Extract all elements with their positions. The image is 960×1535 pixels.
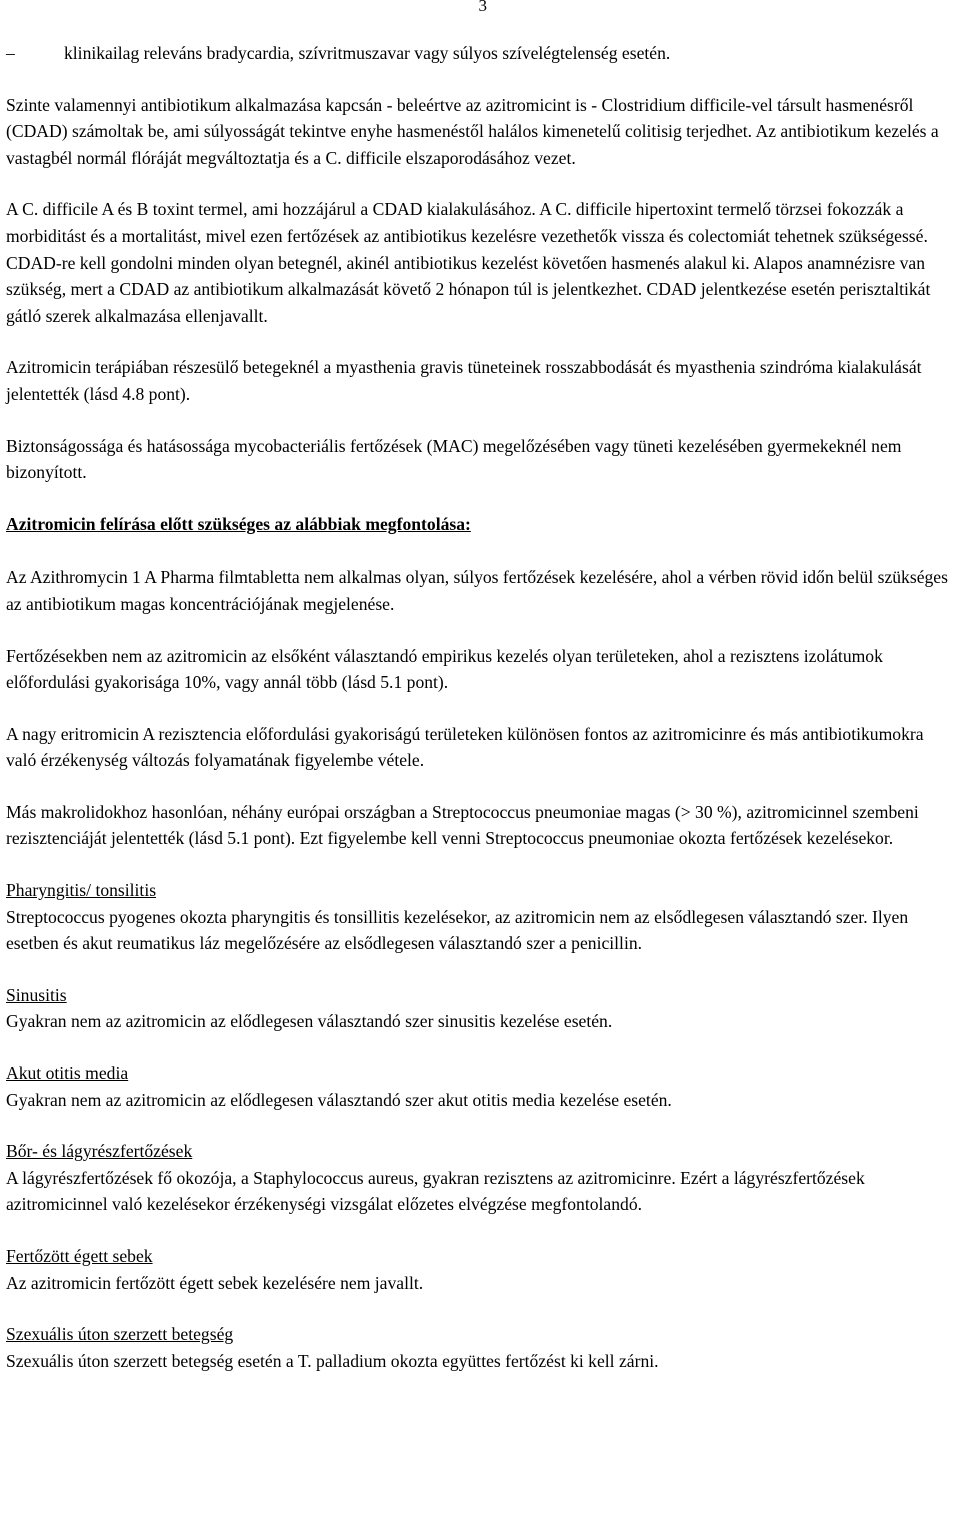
paragraph-erythromycin-resistance: A nagy eritromicin A rezisztencia előfordulási gyakoriságú területeken különösen fontos az azitromicinre és más antibiotikumokra való érzékenység változás folyamatának figyelembe vétele. [6,723,924,771]
section-text-sinusitis: Gyakran nem az azitromicin az elődlegesen választandó szer sinusitis kezelése esetén. [6,1011,613,1032]
section-text-pharyngitis: Streptococcus pyogenes okozta pharyngitis és tonsillitis kezelésekor, az azitromicin nem az elsődlegesen választandó szer. Ilyen esetben és akut reumatikus láz megelőzésére az elsődlegesen választandó szer a penicillin. [6,906,909,954]
paragraph-cdad-intro: Szinte valamennyi antibiotikum alkalmazása kapcsán - beleértve az azitromicint is - Clostridium difficile-vel társult hasmenésről (CDAD) számoltak be, ami súlyosságát tekintve enyhe hasmenéstől halálos kimenetelű colitisig terjedhet. Az antibiotikum kezelés a vastagbél normál flóráját megváltoztatja és a C. difficile elszaporodásához vezet. [6,94,939,168]
section-title-sinusitis: Sinusitis [6,984,67,1005]
paragraph-severe-infections: Az Azithromycin 1 A Pharma filmtabletta nem alkalmas olyan, súlyos fertőzések kezelésére, ahol a vérben rövid időn belül szükséges az antibiotikum magas koncentrációjának megjelenése. [6,567,948,614]
section-title-burn-wounds: Fertőzött égett sebek [6,1246,153,1266]
section-title-skin-infections: Bőr- és lágyrészfertőzések [6,1141,193,1162]
section-text-otitis: Gyakran nem az azitromicin az elődlegesen választandó szer akut otitis media kezelése esetén. [6,1089,672,1110]
document-body [6,40,958,1399]
section-title-sexually-transmitted: Szexuális úton szerzett betegség [6,1324,234,1345]
section-otitis [6,1060,958,1113]
section-text-burn-wounds: Az azitromicin fertőzött égett sebek kezelésére nem javallt. [6,1272,424,1293]
bullet-text: klinikailag releváns bradycardia, szívritmuszavar vagy súlyos szívelégtelenség esetén. [64,43,671,63]
section-title-pharyngitis: Pharyngitis/ tonsilitis [6,880,157,901]
section-sexually-transmitted [6,1321,958,1374]
section-text-skin-infections: A lágyrészfertőzések fő okozója, a Staphylococcus aureus, gyakran rezisztens az azitromicinre. Ezért a lágyrészfertőzések azitromicinnel való kezelésekor érzékenységi vizsgálat előzetes elvégzése megfontolandó. [6,1167,865,1215]
paragraph-streptococcus-resistance: Más makrolidokhoz hasonlóan, néhány európai országban a Streptococcus pneumoniae magas (> 30 %), azitromicinnel szembeni rezisztenciáját jelentették (lásd 5.1 pont). Ezt figyelembe kell venni Streptococcus pneumoniae okozta fertőzések kezelésekor. [6,801,919,849]
section-title-otitis: Akut otitis media [6,1063,129,1084]
section-pharyngitis [6,877,958,957]
section-text-sexually-transmitted: Szexuális úton szerzett betegség esetén a T. palladium okozta együttes fertőzést ki kell zárni. [6,1350,659,1371]
section-burn-wounds [6,1243,958,1296]
section-sinusitis [6,982,958,1035]
bullet-item [6,40,958,67]
paragraph-empiric-treatment: Fertőzésekben nem az azitromicin az elsőként választandó empirikus kezelés olyan területeken, ahol a rezisztens izolátumok előfordulási gyakorisága 10%, vagy annál több (lásd 5.1 pont). [6,645,883,693]
paragraph-myasthenia: Azitromicin terápiában részesülő betegeknél a myasthenia gravis tüneteinek rosszabbodását és myasthenia szindróma kialakulását jelentették (lásd 4.8 pont). [6,357,922,404]
considerations-heading: Azitromicin felírása előtt szükséges az alábbiak megfontolása: [6,513,471,534]
section-skin-infections [6,1138,958,1218]
dash-bullet: – [6,43,15,63]
page-number: 3 [478,0,487,15]
paragraph-cdad-toxin: A C. difficile A és B toxint termel, ami hozzájárul a CDAD kialakulásához. A C. difficile hipertoxint termelő törzsei fokozzák a morbiditást és a mortalitást, mivel ezen fertőzések az antibiotikus kezelésre vezethetők vissza és colectomiát tehetnek szükségessé. CDAD-re kell gondolni minden olyan betegnél, akinél antibiotikus kezelést követően hasmenés alakul ki. Alapos anamnézisre van szükség, mert a CDAD az antibiotikum alkalmazását követő 2 hónapon túl is jelentkezhet. CDAD jelentkezése esetén perisztaltikát gátló szerek alkalmazása ellenjavallt. [6,199,931,326]
paragraph-mac-pediatric: Biztonságossága és hatásossága mycobacteriális fertőzések (MAC) megelőzésében vagy tüneti kezelésében gyermekeknél nem bizonyított. [6,435,902,483]
